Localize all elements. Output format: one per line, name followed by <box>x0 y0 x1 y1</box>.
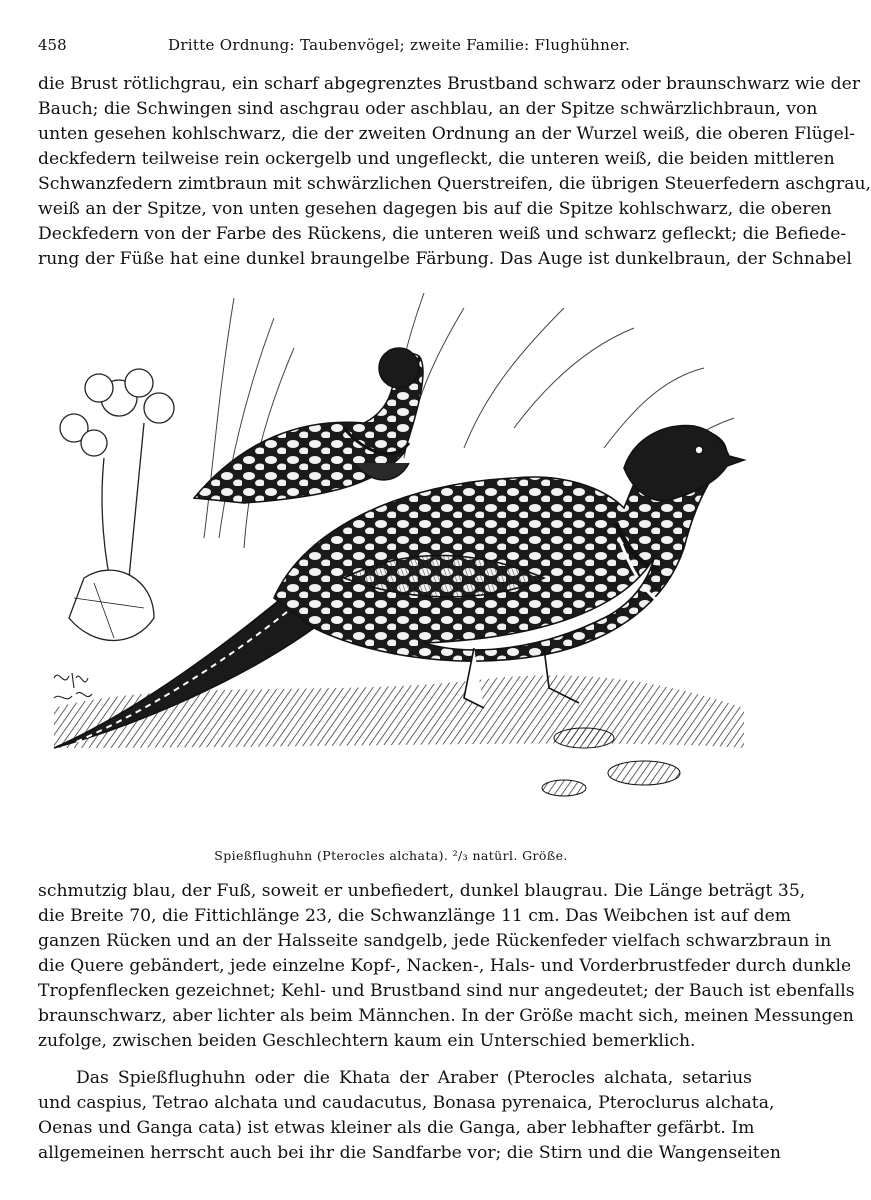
text-line: und caspius, Tetrao alchata und caudacutus, Bonasa pyrenaica, Pteroclurus alchata, <box>38 1093 775 1113</box>
text-line: Schwanzfedern zimtbraun mit schwärzlichen Querstreifen, die übrigen Steuerfedern aschgrau, <box>38 174 871 194</box>
running-head: Dritte Ordnung: Taubenvögel; zweite Familie: Flughühner. <box>168 36 631 54</box>
text-line: die Brust rötlichgrau, ein scharf abgegrenztes Brustband schwarz oder braunschwarz wie der <box>38 74 861 94</box>
text-line: schmutzig blau, der Fuß, soweit er unbefiedert, dunkel blaugrau. Die Länge beträgt 35, <box>38 881 806 901</box>
figure-caption: Spießflughuhn (Pterocles alchata). ²/₃ natürl. Größe. <box>214 848 568 863</box>
text-line: Tropfenflecken gezeichnet; Kehl- und Brustband sind nur angedeutet; der Bauch ist ebenfalls <box>38 981 855 1001</box>
rear-bird <box>194 348 423 503</box>
text-line: allgemeinen herrscht auch bei ihr die Sandfarbe vor; die Stirn und die Wangenseiten <box>38 1143 781 1163</box>
paragraph-species-intro <box>38 1066 781 1166</box>
page-header <box>38 36 748 58</box>
text-line: deckfedern teilweise rein ockergelb und ungefleckt, die unteren weiß, die beiden mittleren <box>38 149 835 169</box>
flower-cluster <box>60 369 174 641</box>
text-line: Oenas und Ganga cata) ist etwas kleiner als die Ganga, aber lebhafter gefärbt. Im <box>38 1118 755 1138</box>
text-line: unten gesehen kohlschwarz, die der zweiten Ordnung an der Wurzel weiß, die oberen Flügel- <box>38 124 856 144</box>
paragraph-bird-description <box>38 72 871 272</box>
page-number: 458 <box>38 36 67 54</box>
text-line: die Quere gebändert, jede einzelne Kopf-, Nacken-, Hals- und Vorderbrustfeder durch dunkle <box>38 956 852 976</box>
paragraph-measurements <box>38 879 855 1054</box>
text-line: Deckfedern von der Farbe des Rückens, die unteren weiß und schwarz gefleckt; die Befiede- <box>38 224 847 244</box>
sandgrouse-engraving <box>44 278 744 838</box>
text-line: Das Spießflughuhn oder die Khata der Araber (Pterocles alchata, setarius <box>76 1068 752 1088</box>
text-line: ganzen Rücken und an der Halsseite sandgelb, jede Rückenfeder vielfach schwarzbraun in <box>38 931 832 951</box>
artist-signature <box>54 673 92 699</box>
text-line: weiß an der Spitze, von unten gesehen dagegen bis auf die Spitze kohlschwarz, die oberen <box>38 199 832 219</box>
text-line: Bauch; die Schwingen sind aschgrau oder aschblau, an der Spitze schwärzlichbraun, von <box>38 99 818 119</box>
text-line: rung der Füße hat eine dunkel braungelbe Färbung. Das Auge ist dunkelbraun, der Schnabel <box>38 249 852 269</box>
text-line: zufolge, zwischen beiden Geschlechtern kaum ein Unterschied bemerklich. <box>38 1031 696 1051</box>
text-line: die Breite 70, die Fittichlänge 23, die Schwanzlänge 11 cm. Das Weibchen ist auf dem <box>38 906 792 926</box>
text-line: braunschwarz, aber lichter als beim Männchen. In der Größe macht sich, meinen Messungen <box>38 1006 854 1026</box>
